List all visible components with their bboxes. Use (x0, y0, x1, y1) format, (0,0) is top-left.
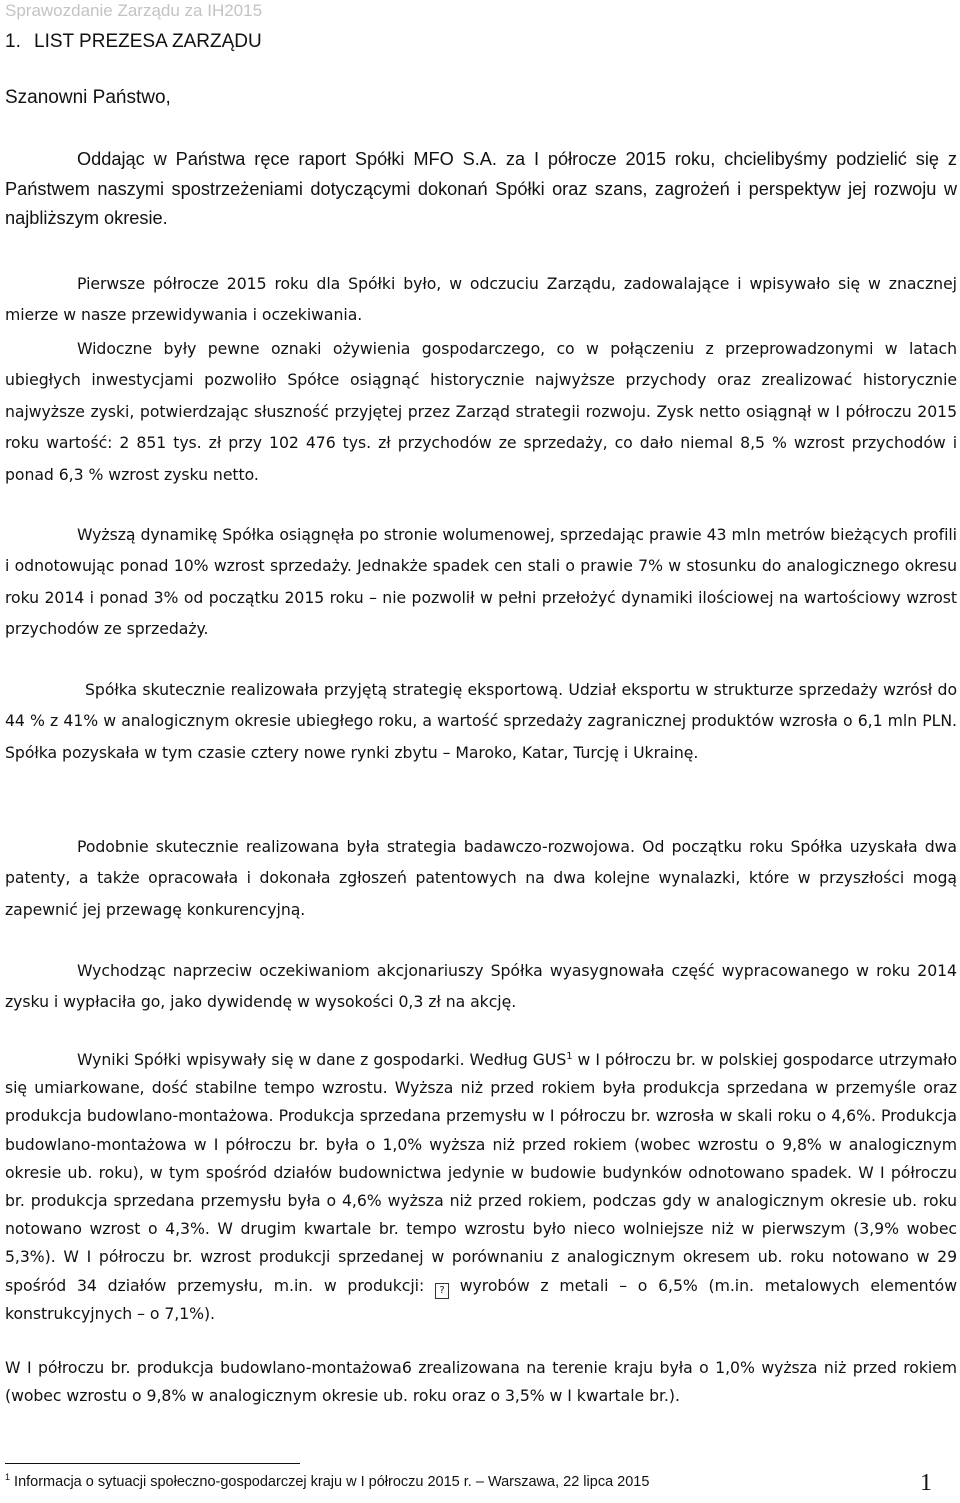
footnote-text: Informacja o sytuacji społeczno-gospodarczej kraju w I półroczu 2015 r. – Warszawa, 22 lipca 2015 (14, 1474, 650, 1490)
paragraph-results: Widoczne były pewne oznaki ożywienia gospodarczego, co w połączeniu z przeprowadzonymi w latach ubiegłych inwestycjami pozwoliło Spółce osiągnąć historycznie najwyższe przychody oraz zrealizować historycznie najwyższe zyski, potwierdzając słuszność przyjętej przez Zarząd strategii rozwoju. Zysk netto osiągnął w I półroczu 2015 roku wartość: 2 851 tys. zł przy 102 476 tys. zł przychodów ze sprzedaży, co dało niemal 8,5 % wzrost przychodów i ponad 6,3 % wzrost zysku netto. (5, 339, 957, 484)
paragraph-dividend: Wychodząc naprzeciw oczekiwaniom akcjonariuszy Spółka wyasygnowała część wypracowanego w roku 2014 zysku i wypłaciła go, jako dywidendę w wysokości 0,3 zł na akcję. (5, 961, 957, 1012)
section-number: 1. (5, 31, 21, 52)
footnote-marker: 1 (5, 1472, 11, 1483)
greeting: Szanowni Państwo, (5, 87, 171, 108)
paragraph-volume-dynamics: Wyższą dynamikę Spółka osiągnęła po stronie wolumenowej, sprzedając prawie 43 mln metrów bieżących profili i odnotowując ponad 10% wzrost sprzedaży. Jednakże spadek cen stali o prawie 7% w stosunku do analogicznego okresu roku 2014 i ponad 3% od początku 2015 roku – nie pozwolił w pełni przełożyć dynamiki ilościowej na wartościowy wzrost przychodów ze sprzedaży. (5, 525, 957, 639)
footnote (5, 1474, 649, 1490)
paragraph-intro: Oddając w Państwa ręce raport Spółki MFO S.A. za I półrocze 2015 roku, chcielibyśmy podzielić się z Państwem naszymi spostrzeżeniami dotyczącymi dokonań Spółki oraz szans, zagrożeń i perspektyw jej rozwoju w najbliższym okresie. (5, 149, 957, 228)
section-title: LIST PREZESA ZARZĄDU (34, 31, 262, 52)
footnote-reference[interactable]: 1 (566, 1050, 573, 1062)
missing-glyph-icon: ? (435, 1283, 449, 1299)
paragraph-export-strategy: Spółka skutecznie realizowała przyjętą strategię eksportową. Udział eksportu w strukturze sprzedaży wzrósł do 44 % z 41% w analogicznym okresie ubiegłego roku, a wartość sprzedaży zagranicznej produktów wzrosła o 6,1 mln PLN. Spółka pozyskała w tym czasie cztery nowe rynki zbytu – Maroko, Katar, Turcję i Ukrainę. (5, 680, 957, 762)
paragraph-rnd-strategy: Podobnie skutecznie realizowana była strategia badawczo-rozwojowa. Od początku roku Spółka uzyskała dwa patenty, a także opracowała i dokonała zgłoszeń patentowych na dwa kolejne wynalazki, które w przyszłości mogą zapewnić jej przewagę konkurencyjną. (5, 837, 957, 919)
paragraph-economy: Wyniki Spółki wpisywały się w dane z gospodarki. Według GUS$^1$ w I półroczu br. w polskiej gospodarce utrzymało się umiarkowane, dość stabilne tempo wzrostu. Wyższa niż przed rokiem była produkcja sprzedana w przemyśle oraz produkcja budowlano-montażowa. Produkcja sprzedana przemysłu w I półroczu br. wzrosła w skali roku o 4,6%. Produkcja budowlano-montażowa w I półroczu br. była o 1,0% wyższa niż przed rokiem (wobec wzrostu o 9,8% w analogicznym okresie ub. roku), w tym spośród działów budownictwa jedynie w budowie budynków odnotowano spadek. W I półroczu br. produkcja sprzedana przemysłu była o 4,6% wyższa niż przed rokiem, podczas gdy w analogicznym okresie ub. roku notowano wzrost o 4,3%. W drugim kwartale br. tempo wzrostu było nieco wolniejsze niż w pierwszym (3,9% wobec 5,3%). W I półroczu br. wzrost produkcji sprzedanej w porównaniu z analogicznym okresem ub. roku notowano w 29 spośród 34 działów przemysłu, m.in. w produkcji: ? wyrobów z metali – o 6,5% (m.in. metalowych elementów konstrukcyjnych – o 7,1%). (5, 1050, 958, 1323)
paragraph-first-half-summary: Pierwsze półrocze 2015 roku dla Spółki było, w odczuciu Zarządu, zadowalające i wpisywało się w znacznej mierze w nasze przewidywania i oczekiwania. (5, 274, 957, 325)
paragraph-construction: W I półroczu br. produkcja budowlano-montażowa6 zrealizowana na terenie kraju była o 1,0% wyższa niż przed rokiem (wobec wzrostu o 9,8% w analogicznym okresie ub. roku oraz o 3,5% w I kwartale br.). (5, 1358, 957, 1406)
page-number: 1 (920, 1470, 932, 1496)
running-header: Sprawozdanie Zarządu za IH2015 (5, 1, 263, 20)
section-heading (5, 31, 262, 53)
footnote-separator (5, 1463, 300, 1464)
